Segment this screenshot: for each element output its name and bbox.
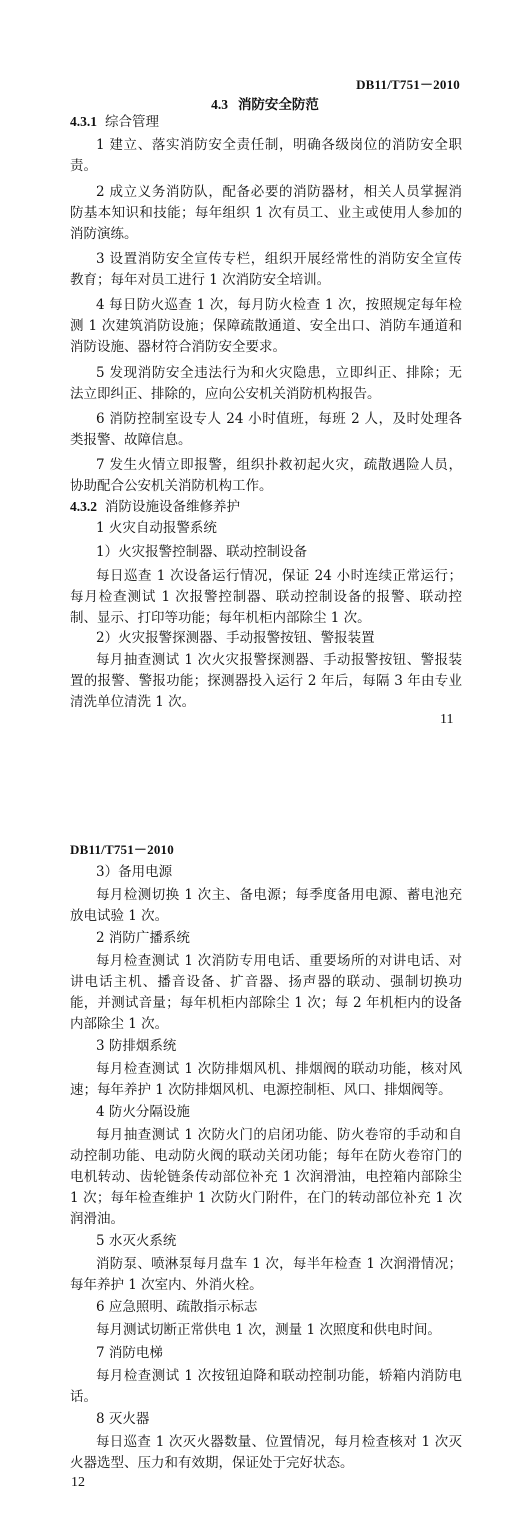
text-line: 6 应急照明、疏散指示标志 [96,1299,258,1315]
text-line: 2）火灾报警探测器、手动报警按钮、警报装置 [96,630,375,646]
text-line: 法立即纠正、排除的，应向公安机关消防机构报告。 [70,386,381,402]
subsection-number: 4.3.2 [70,499,97,514]
text-line: 清洗单位清洗 1 次。 [70,694,196,710]
section-title [0,93,530,113]
subsection-number: 4.3.1 [70,114,97,129]
page-12 [0,767,530,1534]
text-line: 每月检查测试 1 次消防专用电话、重要场所的对讲电话、对 [96,953,462,969]
text-line: 3 防排烟系统 [96,1038,177,1054]
text-line: 电机转动、齿轮链条传动部位补充 1 次润滑油，电控箱内部除尘 [70,1169,462,1185]
subsection-title: 综合管理 [105,114,159,130]
text-line: 防基本知识和技能；每年组织 1 次有员工、业主或使用人参加的 [70,205,462,221]
text-line: 3）备用电源 [96,864,173,880]
text-line: 话。 [70,1389,97,1405]
text-line: 5 发现消防安全违法行为和火灾隐患，立即纠正、排除；无 [96,365,462,381]
text-line: 每月抽查测试 1 次火灾报警探测器、手动报警按钮、警报装 [96,652,462,668]
text-line: 2 成立义务消防队，配备必要的消防器材，相关人员掌握消 [96,184,462,200]
subsection-heading [70,498,462,516]
document-id: DB11/T751－2010 [70,842,174,857]
text-line: 每月检查测试 1 次报警控制器、联动控制设备的报警、联动控 [70,589,462,605]
text-line: 动控制功能、电动防火阀的联动关闭功能；每年在防火卷帘门的 [70,1148,462,1164]
text-line: 内部除尘 1 次。 [70,1016,169,1032]
text-line: 讲电话主机、播音设备、扩音器、扬声器的联动、强制切换功 [70,974,462,990]
text-line: 责。 [70,158,97,174]
text-line: 教育；每年对员工进行 1 次消防安全培训。 [70,272,331,288]
text-line: 每月抽查测试 1 次防火门的启闭功能、防火卷帘的手动和自 [96,1127,462,1143]
text-line: 1）火灾报警控制器、联动控制设备 [96,544,308,560]
page-number: 12 [71,1475,85,1490]
text-line: 消防泵、喷淋泵每月盘车 1 次，每半年检查 1 次润滑情况； [96,1256,462,1272]
text-line: 4 每日防火巡查 1 次，每月防火检查 1 次，按照规定每年检 [96,297,462,313]
text-line: 速；每年养护 1 次防排烟风机、电源控制柜、风口、排烟阀等。 [70,1082,452,1098]
text-line: 7 消防电梯 [96,1345,163,1361]
text-line: 6 消防控制室设专人 24 小时值班，每班 2 人，及时处理各 [96,411,462,427]
section-title-number: 4.3 [211,97,228,112]
section-title-text: 消防安全防范 [237,97,319,113]
text-line: 消防演练。 [70,226,138,242]
text-line: 3 设置消防安全宣传专栏，组织开展经常性的消防安全宣传 [96,251,462,267]
text-line: 1 次；每年检查维护 1 次防火门附件，在门的转动部位补充 1 次 [70,1190,462,1206]
text-line: 测 1 次建筑消防设施；保障疏散通道、安全出口、消防车通道和 [70,318,462,334]
text-line: 8 灭火器 [96,1411,150,1427]
text-line: 能，并测试音量；每年机柜内部除尘 1 次；每 2 年机柜内的设备 [70,995,462,1011]
text-line: 每月检查测试 1 次防排烟风机、排烟阀的联动功能，核对风 [96,1061,462,1077]
text-line: 每月检测切换 1 次主、备电源；每季度备用电源、蓄电池充 [96,887,462,903]
text-line: 润滑油。 [70,1211,124,1227]
text-line: 置的报警、警报功能；探测器投入运行 2 年后，每隔 3 年由专业 [70,673,462,689]
text-line: 2 消防广播系统 [96,930,190,946]
text-line: 每月测试切断正常供电 1 次，测量 1 次照度和供电时间。 [96,1322,441,1338]
text-line: 1 建立、落实消防安全责任制，明确各级岗位的消防安全职 [96,137,462,153]
text-line: 火器选型、压力和有效期，保证处于完好状态。 [70,1455,354,1471]
text-line: 制、显示、打印等功能；每年机柜内部除尘 1 次。 [70,610,371,626]
subsection-heading [70,113,462,131]
text-line: 每月检查测试 1 次按钮迫降和联动控制功能，轿箱内消防电 [96,1368,462,1384]
subsection-title: 消防设施设备维修养护 [105,499,240,515]
document-id: DB11/T751－2010 [356,77,460,92]
text-line: 7 发生火情立即报警，组织扑救初起火灾，疏散遇险人员， [96,457,462,473]
text-line: 类报警、故障信息。 [70,432,192,448]
text-line: 4 防火分隔设施 [96,1104,190,1120]
text-line: 1 火灾自动报警系统 [96,520,217,536]
text-line: 每日巡查 1 次设备运行情况，保证 24 小时连续正常运行； [96,568,462,584]
text-line: 每日巡查 1 次灭火器数量、位置情况，每月检查核对 1 次灭 [96,1434,462,1450]
text-line: 5 水灭火系统 [96,1233,177,1249]
text-line: 协助配合公安机关消防机构工作。 [70,478,273,494]
page-number: 11 [440,712,454,727]
text-line: 放电试验 1 次。 [70,908,169,924]
text-line: 每年养护 1 次室内、外消火栓。 [70,1277,263,1293]
text-line: 消防设施、器材符合消防安全要求。 [70,339,286,355]
